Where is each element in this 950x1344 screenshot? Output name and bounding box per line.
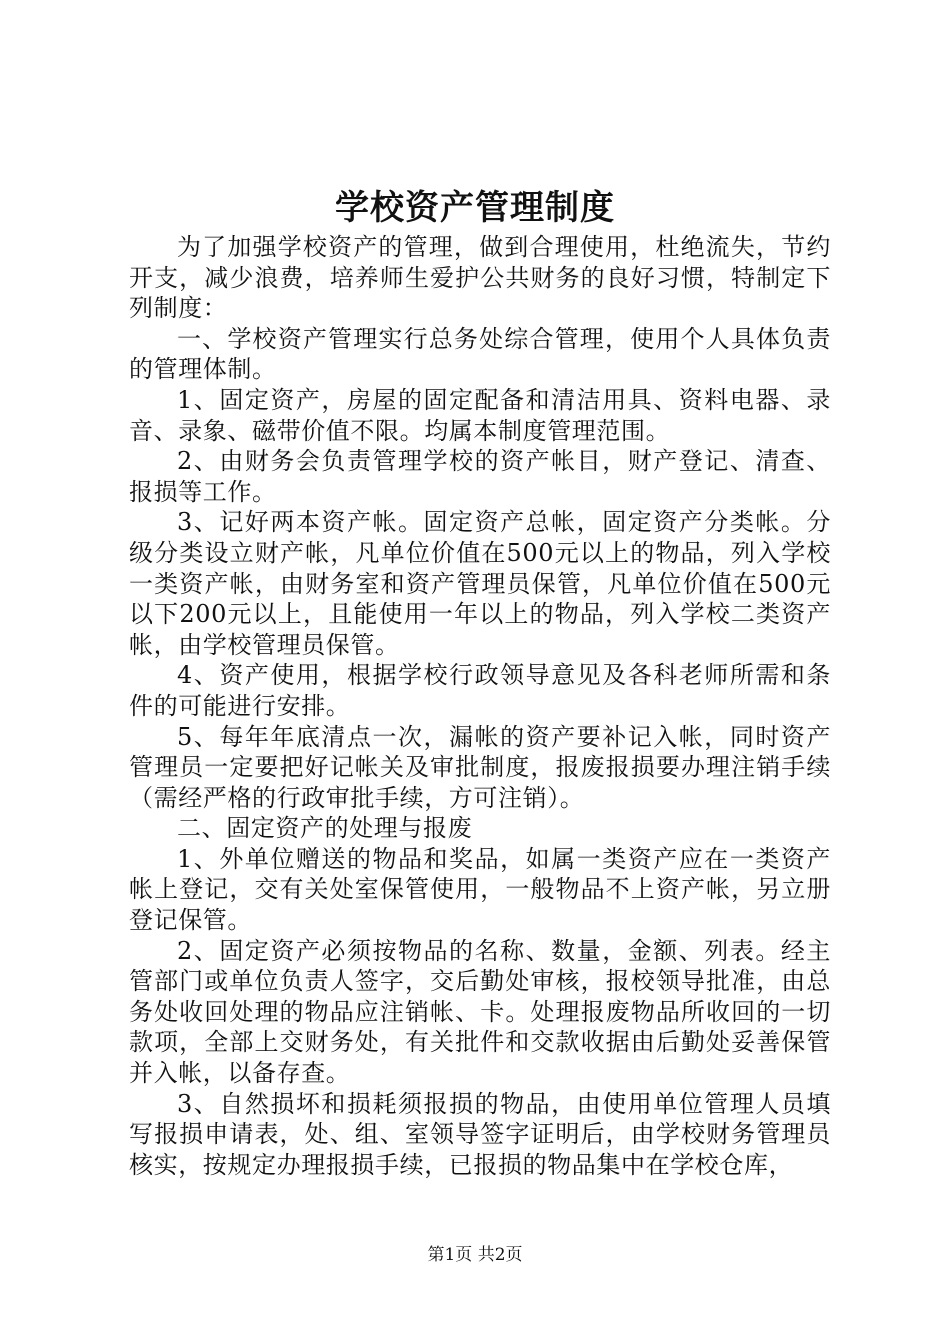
document-body [129,232,831,1180]
paragraph: 2、由财务会负责管理学校的资产帐目，财产登记、清查、报损等工作。 [129,447,831,506]
paragraph: 1、外单位赠送的物品和奖品，如属一类资产应在一类资产帐上登记，交有关处室保管使用，一般物品不上资产帐，另立册登记保管。 [129,844,831,935]
paragraph: 3、记好两本资产帐。固定资产总帐，固定资产分类帐。分级分类设立财产帐，凡单位价值在500元以上的物品，列入学校一类资产帐，由财务室和资产管理员保管，凡单位价值在500元以下200元以上，且能使用一年以上的物品，列入学校二类资产帐，由学校管理员保管。 [129,508,831,659]
paragraph: 5、每年年底清点一次，漏帐的资产要补记入帐，同时资产管理员一定要把好记帐关及审批制度，报废报损要办理注销手续（需经严格的行政审批手续，方可注销）。 [129,722,831,812]
paragraph: 1、固定资产，房屋的固定配备和清洁用具、资料电器、录音、录象、磁带价值不限。均属本制度管理范围。 [129,385,831,445]
page-number-footer: 第1页 共2页 [427,1245,523,1265]
paragraph: 4、资产使用，根据学校行政领导意见及各科老师所需和条件的可能进行安排。 [129,661,831,720]
paragraph: 一、学校资产管理实行总务处综合管理，使用个人具体负责的管理体制。 [129,324,831,384]
document-title: 学校资产管理制度 [335,188,615,228]
paragraph: 2、固定资产必须按物品的名称、数量，金额、列表。经主管部门或单位负责人签字，交后勤处审核，报校领导批准，由总务处收回处理的物品应注销帐、卡。处理报废物品所收回的一切款项，全部上交财务处，有关批件和交款收据由后勤处妥善保管并入帐，以备存查。 [129,936,831,1088]
paragraph: 为了加强学校资产的管理，做到合理使用，杜绝流失，节约开支，减少浪费，培养师生爱护公共财务的良好习惯，特制定下列制度： [129,233,831,323]
section-heading: 二、固定资产的处理与报废 [177,814,473,843]
paragraph: 3、自然损坏和损耗须报损的物品，由使用单位管理人员填写报损申请表，处、组、室领导签字证明后，由学校财务管理员核实，按规定办理报损手续，已报损的物品集中在学校仓库， [129,1089,831,1179]
